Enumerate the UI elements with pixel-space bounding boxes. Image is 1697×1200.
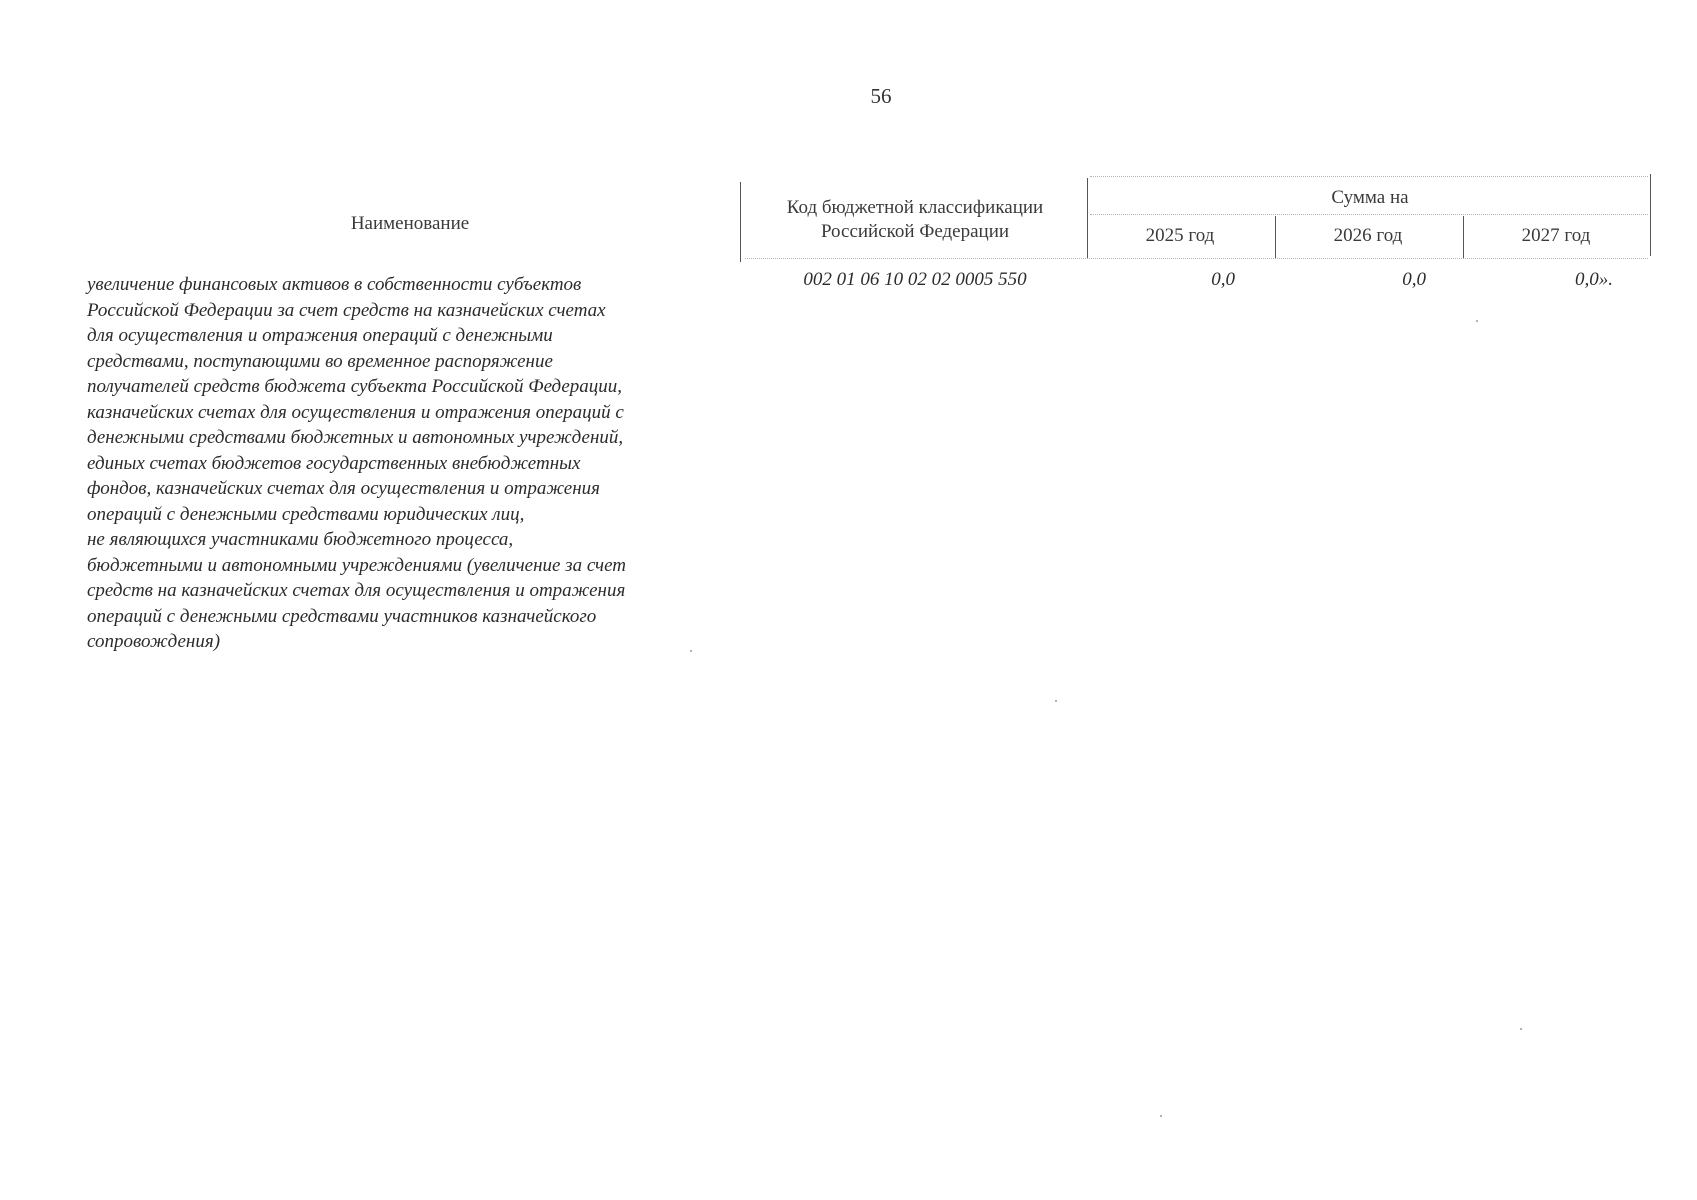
row-name-line: Российской Федерации за счет средств на казначейских счетах <box>87 299 606 321</box>
header-sum-on: Сумма на <box>1331 187 1409 208</box>
header-divider-year-1 <box>1275 216 1276 258</box>
row-name-line: бюджетными и автономными учреждениями (увеличение за счет <box>87 554 626 576</box>
header-budget-code <box>745 196 1085 244</box>
row-name-line: сопровождения) <box>87 631 221 652</box>
header-top-rule <box>1090 176 1648 177</box>
header-year-2025: 2025 год <box>1145 225 1215 246</box>
scan-speck <box>1160 1115 1162 1117</box>
row-name-line: казначейских счетах для осуществления и отражения операций с <box>87 401 624 423</box>
row-value-2026: 0,0 <box>1402 269 1426 290</box>
scan-speck <box>1476 320 1478 322</box>
row-budget-code: 002 01 06 10 02 02 0005 550 <box>803 269 1027 290</box>
scan-speck <box>1055 700 1057 702</box>
scan-speck <box>690 650 692 652</box>
header-divider-year-2 <box>1463 216 1464 258</box>
header-code-line-2: Российской Федерации <box>820 221 1010 242</box>
row-name-line: получателей средств бюджета субъекта Российской Федерации, <box>87 376 623 397</box>
row-value-2027: 0,0». <box>1575 269 1613 290</box>
header-name: Наименование <box>350 213 470 234</box>
row-name-line: фондов, казначейских счетах для осуществления и отражения <box>87 478 600 499</box>
row-value-2025: 0,0 <box>1211 269 1235 290</box>
row-name-line: для осуществления и отражения операций с денежными <box>87 325 553 346</box>
row-name-line: не являющихся участниками бюджетного процесса, <box>87 529 514 550</box>
header-year-2026: 2026 год <box>1333 225 1403 246</box>
header-divider-right <box>1650 174 1651 256</box>
page-number: 56 <box>870 84 892 108</box>
header-bottom-rule <box>745 258 1648 259</box>
header-divider-sum-left <box>1087 178 1088 258</box>
row-name-line: операций с денежными средствами юридических лиц, <box>87 503 525 525</box>
row-name-line: средств на казначейских счетах для осуществления и отражения <box>87 580 626 601</box>
header-code-line-1: Код бюджетной классификации <box>786 197 1044 218</box>
row-name-line: единых счетах бюджетов государственных внебюджетных <box>87 452 581 474</box>
row-name-line: увеличение финансовых активов в собственности субъектов <box>87 274 582 295</box>
row-name-line: средствами, поступающими во временное распоряжение <box>87 350 553 372</box>
scan-speck <box>1520 1028 1522 1030</box>
header-sum-rule <box>1090 214 1648 215</box>
row-name-line: денежными средствами бюджетных и автономных учреждений, <box>87 427 624 448</box>
header-divider-code-left <box>740 182 741 262</box>
row-name <box>87 272 737 655</box>
header-year-2027: 2027 год <box>1521 225 1591 246</box>
row-name-line: операций с денежными средствами участников казначейского <box>87 605 597 627</box>
